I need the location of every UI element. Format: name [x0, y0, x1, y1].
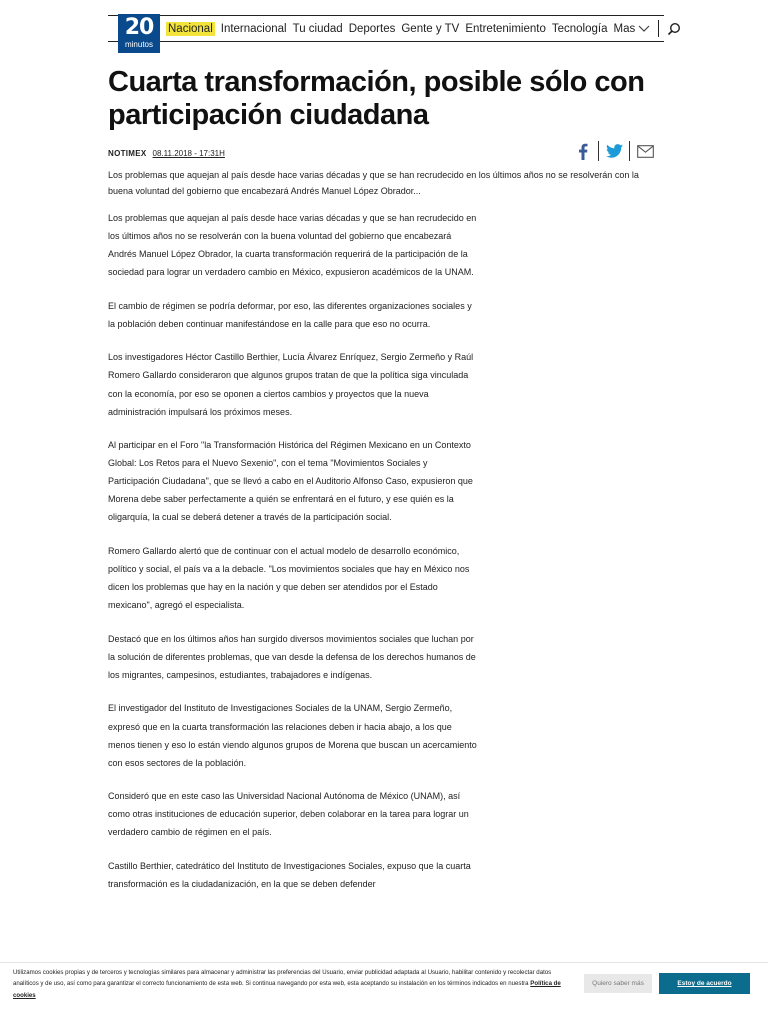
site-logo[interactable]	[118, 14, 160, 53]
nav-item-internacional[interactable]: Internacional	[220, 22, 287, 35]
share-divider	[598, 141, 599, 161]
article-paragraph: Los investigadores Héctor Castillo Berthier, Lucía Álvarez Enríquez, Sergio Zermeño y Raúl Romero Gallardo consideraron que algunos grupos tratan de que la política siga vinculada con la economía, por eso se oponen a ciertos cambios y proyectos que la nueva administración impulsará los próximos meses.	[108, 352, 474, 417]
search-icon	[667, 22, 681, 36]
nav-more-label: Mas	[613, 22, 636, 35]
article-headline: Cuarta transformación, posible sólo con participación ciudadana	[108, 66, 645, 131]
cookie-message: Utilizamos cookies propias y de terceros y tecnologías similares para almacenar y administrar las preferencias del Usuario, enviar publicidad adaptada al Usuario, habilitar contenido y recolectar datos analíticos y de uso, así como para garantizar el correcto funcionamiento de esta web. Si continua navegando por esta web, esta aceptando su instalación en los términos indicados en nuestra	[13, 969, 552, 988]
nav-divider	[658, 20, 659, 37]
section-nav	[166, 16, 681, 41]
article-paragraph: El investigador del Instituto de Investigaciones Sociales de la UNAM, Sergio Zermeño, expresó que en la cuarta transformación las relaciones deben ir hacia abajo, a los que menos tienen y eso lo están viendo algunos grupos de Morena que buscan un acercamiento con esos sectores de la población.	[108, 703, 477, 768]
facebook-icon	[578, 143, 588, 160]
nav-item-tu-ciudad[interactable]: Tu ciudad	[292, 22, 343, 35]
nav-item-tecnologia[interactable]: Tecnología	[551, 22, 608, 35]
article-paragraph: Los problemas que aquejan al país desde hace varias décadas y que se han recrudecido en los últimos años no se resolverán con la buena voluntad del gobierno que encabezará Andrés Manuel López Obrador, la cuarta transformación requerirá de la participación de la sociedad para lograr un verdadero cambio en México, expusieron académicos de la UNAM.	[108, 213, 477, 278]
article-body	[108, 209, 480, 908]
chevron-down-icon	[638, 25, 650, 33]
cookie-banner	[0, 962, 768, 1006]
logo-word: minutos	[124, 40, 153, 49]
article-date: 08.11.2018 - 17:31H	[152, 149, 225, 158]
search-button[interactable]	[667, 22, 681, 36]
article-lead: Los problemas que aquejan al país desde hace varias décadas y que se han recrudecido en los últimos años no se resolverán con la buena voluntad del gobierno que encabezará Andrés Manuel López Obrador...	[108, 170, 639, 196]
share-divider	[629, 141, 630, 161]
share-twitter-button[interactable]	[603, 140, 625, 162]
nav-item-deportes[interactable]: Deportes	[348, 22, 396, 35]
nav-item-gente-y-tv[interactable]: Gente y TV	[401, 22, 460, 35]
article-meta	[108, 149, 225, 158]
share-bar	[572, 140, 656, 162]
email-icon	[637, 145, 654, 158]
nav-more-menu[interactable]	[614, 23, 651, 35]
cookie-more-info-button[interactable]: Quiero saber más	[584, 974, 652, 993]
article-paragraph: El cambio de régimen se podría deformar, por eso, las diferentes organizaciones sociales y la población deben continuar manifestándose en la calle para que eso no ocurra.	[108, 300, 472, 329]
article-paragraph: Destacó que en los últimos años han surgido diversos movimientos sociales que luchan por la solución de diferentes problemas, que van desde la defensa de los derechos humanos de los migrantes, campesinos, estudiantes, trabajadores e indígenas.	[108, 633, 476, 680]
article-source: NOTIMEX	[108, 149, 147, 158]
article-paragraph: Romero Gallardo alertó que de continuar con el actual modelo de desarrollo económico, político y social, el país va a la debacle. "Los movimientos sociales que hay en México nos dicen los problemas que hay en la nación y que deben ser atendidos por el Estado mexicano", agregó el especialista.	[108, 545, 470, 611]
nav-item-nacional[interactable]: Nacional	[168, 22, 213, 35]
share-email-button[interactable]	[634, 140, 656, 162]
logo-number: 20	[124, 15, 154, 40]
article-paragraph: Al participar en el Foro "la Transformación Histórica del Régimen Mexicano en un Contexto Global: Los Retos para el Nuevo Sexenio", con el tema "Movimientos Sociales y Participación Ciudadana", que se llevó a cabo en el Auditorio Alfonso Caso, expusieron que Morena debe saber perfectamente a quién se enfrentará en el futuro, y ese quién es la oligarquía, la cual se deberá detener a través de la participación social.	[108, 440, 473, 523]
share-facebook-button[interactable]	[572, 140, 594, 162]
top-navigation-bar	[108, 15, 664, 49]
nav-item-entretenimiento[interactable]: Entretenimiento	[465, 22, 546, 35]
article-paragraph: Castillo Berthier, catedrático del Instituto de Investigaciones Sociales, expuso que la cuarta transformación es la ciudadanización, en la que se deben defender	[108, 860, 471, 889]
cookie-accept-button[interactable]: Estoy de acuerdo	[659, 973, 750, 994]
cookie-text	[13, 967, 573, 1001]
cookie-policy-link[interactable]: Política de cookies	[13, 980, 561, 999]
twitter-icon	[606, 144, 623, 158]
article-paragraph: Consideró que en este caso las Universidad Nacional Autónoma de México (UNAM), así como otras instituciones de educación superior, deben colaborar en la tarea para lograr un verdadero cambio de régimen en el país.	[108, 791, 469, 838]
